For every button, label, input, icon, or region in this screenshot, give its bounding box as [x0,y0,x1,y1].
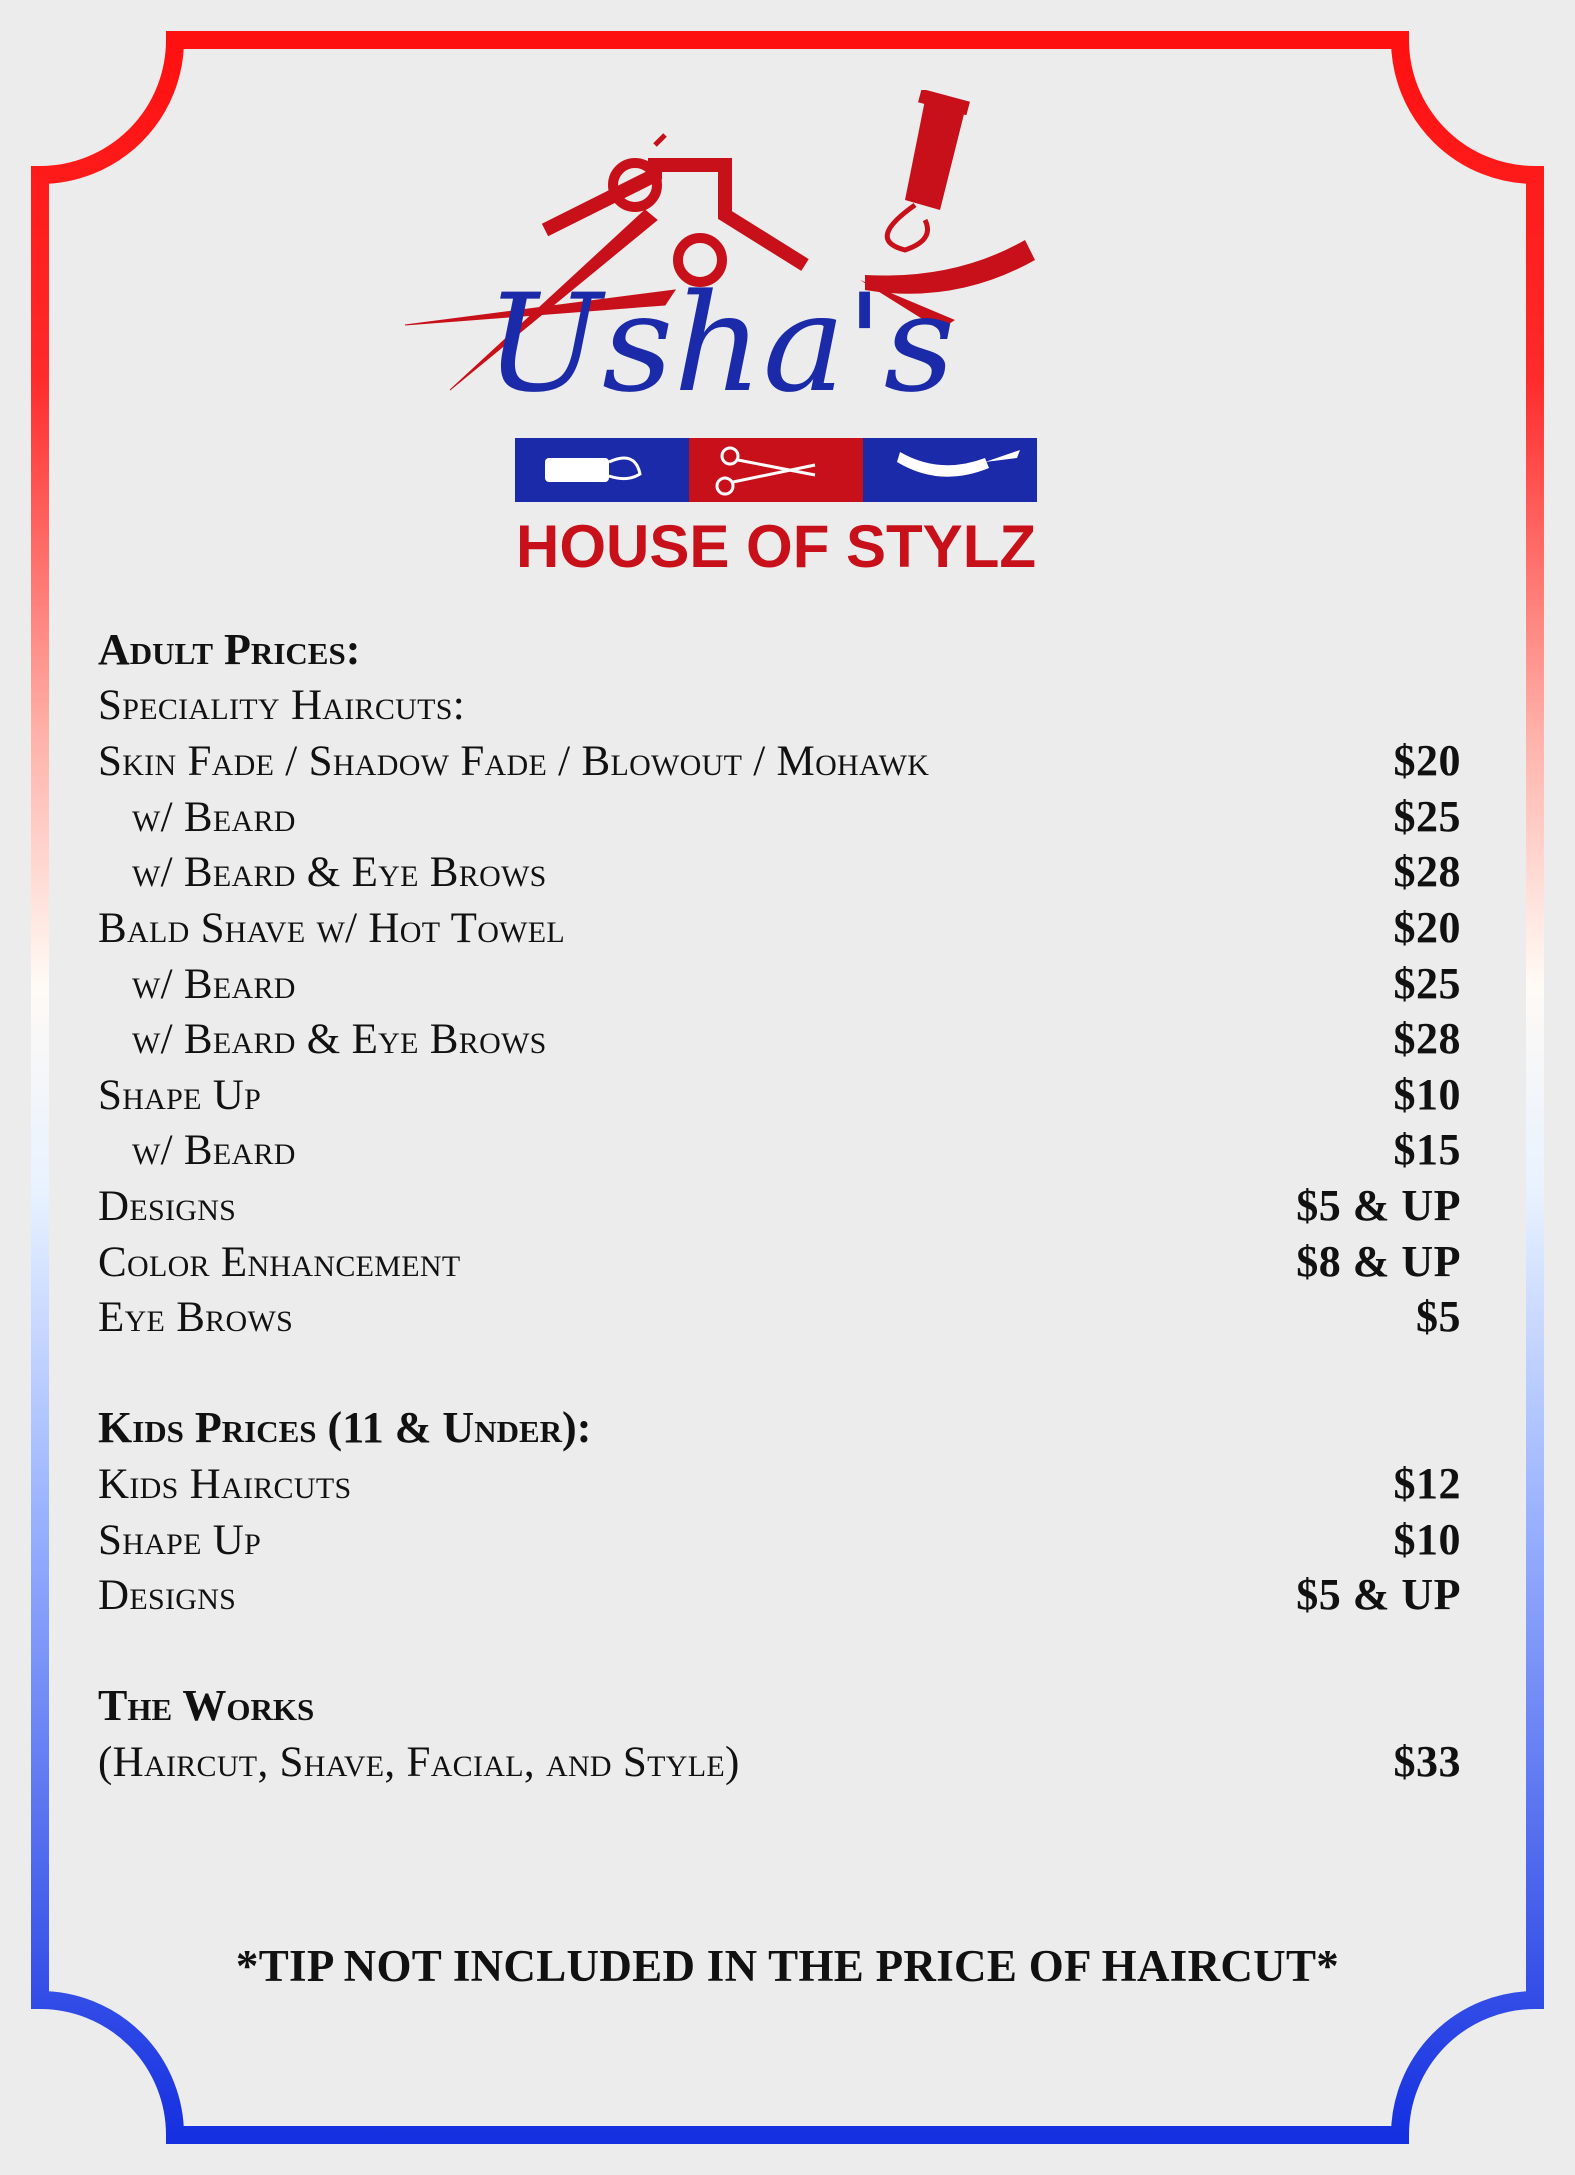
logo [395,90,1075,590]
price-row [98,1567,1461,1623]
price-row [98,1512,1461,1568]
service-label: w/ Beard & Eye Brows [132,1016,547,1064]
price-row [98,1011,1461,1067]
section-spacer [98,1345,1461,1401]
speciality-haircuts-subheading: Speciality Haircuts: [98,681,465,729]
price-row [98,1734,1461,1790]
service-label: Eye Brows [98,1294,294,1342]
price-row [98,789,1461,845]
service-price: $5 [1416,1292,1461,1342]
service-price: $25 [1393,791,1461,841]
service-label: Bald Shave w/ Hot Towel [98,904,566,952]
service-label: Designs [98,1182,237,1230]
service-label: w/ Beard [132,960,296,1008]
service-price: $28 [1393,1014,1461,1064]
service-label: Skin Fade / Shadow Fade / Blowout / Mohawk [98,738,930,786]
service-price: $33 [1393,1736,1461,1786]
logo-graphic [395,90,1075,590]
service-label: Shape Up [98,1071,262,1119]
service-label: (Haircut, Shave, Facial, and Style) [98,1738,740,1786]
service-label: Kids Haircuts [98,1460,352,1508]
subheading-row [98,678,1461,734]
tip-note: *TIP NOT INCLUDED IN THE PRICE OF HAIRCUT* [235,1941,1340,1991]
service-price: $12 [1393,1458,1461,1508]
service-label: Color Enhancement [98,1238,461,1286]
price-row [98,1289,1461,1345]
service-label: w/ Beard [132,1127,296,1175]
price-row [98,844,1461,900]
service-label: w/ Beard & Eye Brows [132,849,547,897]
service-price: $5 & UP [1296,1570,1461,1620]
section-spacer [98,1623,1461,1679]
kids-prices-heading: Kids Prices (11 & Under): [98,1403,592,1453]
price-row [98,956,1461,1012]
the-works-heading: The Works [98,1681,315,1731]
service-price: $10 [1393,1069,1461,1119]
service-price: $28 [1393,847,1461,897]
price-row [98,1456,1461,1512]
brand-script-name: Usha's [485,265,955,422]
price-row [98,1178,1461,1234]
service-price: $5 & UP [1296,1180,1461,1230]
price-row [98,1234,1461,1290]
price-row [98,900,1461,956]
service-price: $15 [1393,1125,1461,1175]
service-price: $20 [1393,902,1461,952]
service-price: $8 & UP [1296,1236,1461,1286]
price-row [98,733,1461,789]
price-menu [98,622,1461,1789]
adult-prices-heading: Adult Prices: [98,625,361,674]
service-price: $10 [1393,1514,1461,1564]
service-label: Shape Up [98,1516,262,1564]
service-label: Designs [98,1572,237,1620]
brand-subtitle: HOUSE OF STYLZ [516,513,1036,580]
service-label: w/ Beard [132,793,296,841]
service-price: $25 [1393,958,1461,1008]
price-row [98,1067,1461,1123]
price-row [98,1122,1461,1178]
service-price: $20 [1393,736,1461,786]
clipper-icon [887,90,970,250]
